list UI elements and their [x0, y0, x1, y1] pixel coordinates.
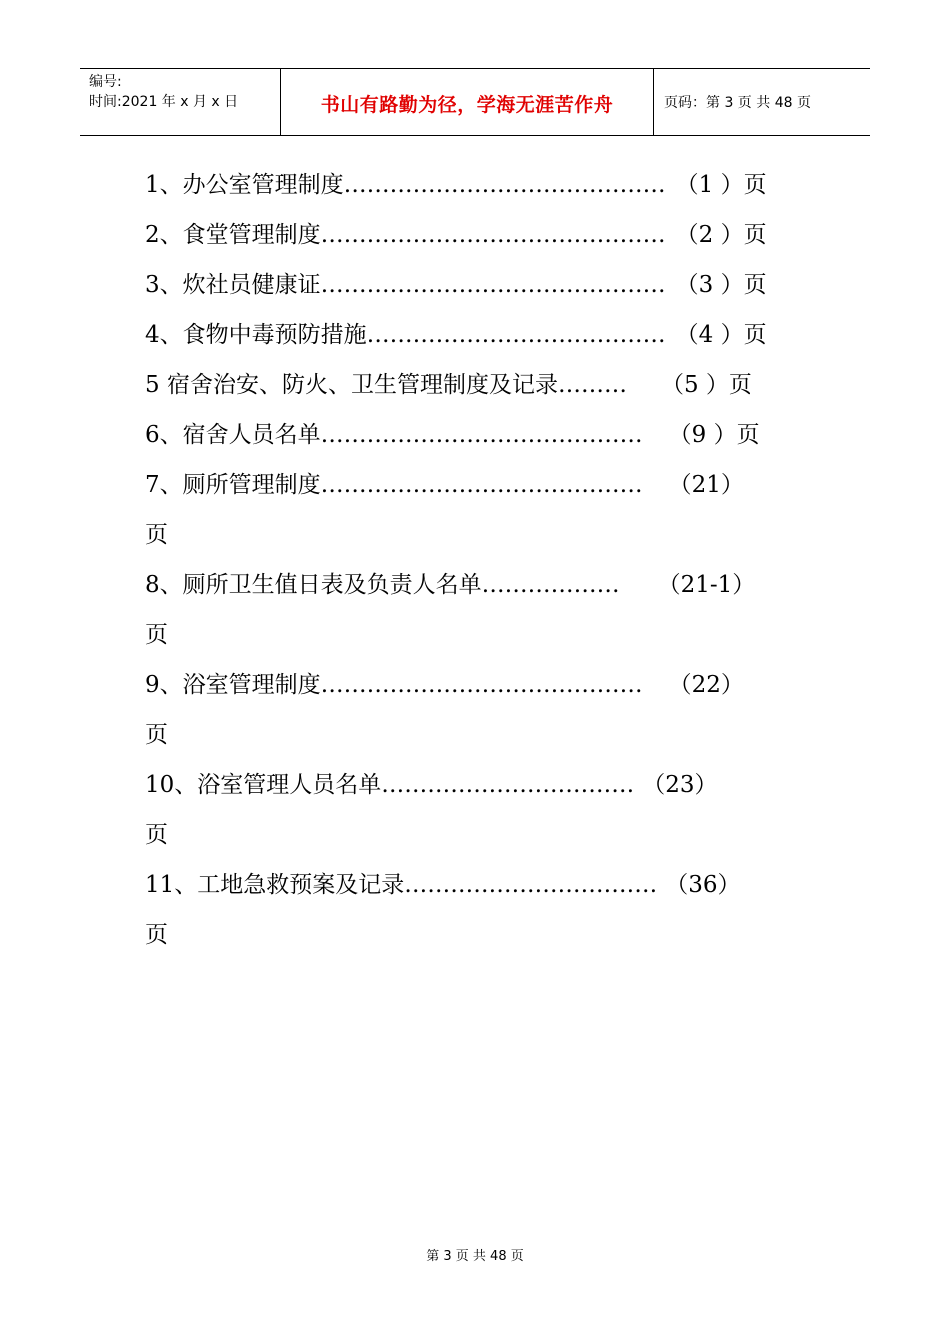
toc-item-leader: …………………………………… [320, 672, 643, 698]
toc-item-page-suffix: 页 [145, 522, 168, 548]
time-label: 时间:2021 年 x 月 x 日 [89, 94, 239, 110]
toc-item-title: 9、浴室管理制度 [145, 672, 321, 698]
toc-item-gap [643, 663, 669, 713]
toc-item-leader: …………………………… [381, 772, 635, 798]
toc-item-leader: ……………………………………… [320, 222, 666, 248]
toc-item-leader: …………………………………… [320, 422, 643, 448]
toc-item-page: （22） [668, 672, 744, 698]
toc-item-title: 3、炊社员健康证 [145, 272, 321, 298]
toc-item-page: （4 ）页 [675, 322, 767, 348]
toc-item[interactable] [145, 313, 805, 363]
toc-item-gap [627, 363, 661, 413]
toc-item-page-suffix: 页 [145, 822, 168, 848]
toc-item[interactable] [145, 463, 805, 513]
toc-item-page-suffix: 页 [145, 922, 168, 948]
toc-item-leader: …………………………………… [320, 472, 643, 498]
toc-item-page: （9 ）页 [668, 422, 760, 448]
toc-item-page: （2 ）页 [675, 222, 767, 248]
toc-item[interactable] [145, 863, 805, 913]
toc-item-page: （21-1） [657, 572, 756, 598]
toc-item-gap [666, 163, 676, 213]
toc-item-leader: …………………………… [404, 872, 658, 898]
toc-item-title: 11、工地急救预案及记录 [145, 872, 405, 898]
toc-item-page: （1 ）页 [675, 172, 767, 198]
toc-item-gap [666, 263, 676, 313]
toc-item-page: （21） [668, 472, 744, 498]
toc-item-leader: …………………………………… [343, 172, 666, 198]
toc-item[interactable] [145, 563, 805, 613]
toc-item-title: 8、厕所卫生值日表及负责人名单 [145, 572, 482, 598]
toc-item-leader: ……………………………………… [320, 272, 666, 298]
number-label: 编号: [89, 74, 122, 90]
toc-item[interactable] [145, 263, 805, 313]
toc-item-gap [666, 313, 676, 363]
header-meta-cell [80, 69, 281, 135]
toc-item-title: 10、浴室管理人员名单 [145, 772, 382, 798]
toc-item-title: 7、厕所管理制度 [145, 472, 321, 498]
toc-item-title: 2、食堂管理制度 [145, 222, 321, 248]
toc-item[interactable] [145, 413, 805, 463]
toc-item-page-suffix: 页 [145, 722, 168, 748]
table-of-contents [145, 163, 805, 963]
toc-item[interactable] [145, 213, 805, 263]
toc-item-gap [657, 863, 665, 913]
toc-item-page: （36） [665, 872, 741, 898]
toc-item-title: 6、宿舍人员名单 [145, 422, 321, 448]
toc-item-leader: ………………………………… [366, 322, 666, 348]
toc-item[interactable] [145, 763, 805, 813]
toc-item-page: （23） [642, 772, 718, 798]
header-page-info: 页码：第 3 页 共 48 页 [664, 95, 811, 111]
page-footer: 第 3 页 共 48 页 [426, 1249, 524, 1264]
toc-item-page-suffix: 页 [145, 622, 168, 648]
toc-item-title: 1、办公室管理制度 [145, 172, 344, 198]
toc-item-title: 4、食物中毒预防措施 [145, 322, 367, 348]
toc-item-gap [620, 563, 658, 613]
toc-item[interactable] [145, 663, 805, 713]
toc-item-gap [643, 463, 669, 513]
toc-item-title: 5 宿舍治安、防火、卫生管理制度及记录 [145, 372, 558, 398]
toc-item-gap [634, 763, 642, 813]
toc-item-leader: ……… [557, 372, 627, 398]
toc-item[interactable] [145, 163, 805, 213]
header-motto: 书山有路勤为径，学海无涯苦作舟 [281, 69, 654, 135]
toc-item[interactable] [145, 363, 805, 413]
toc-item-leader: ……………… [481, 572, 620, 598]
toc-item-page: （5 ）页 [660, 372, 752, 398]
toc-item-page: （3 ）页 [675, 272, 767, 298]
page-header [80, 68, 870, 136]
toc-item-gap [643, 413, 669, 463]
toc-item-gap [666, 213, 676, 263]
